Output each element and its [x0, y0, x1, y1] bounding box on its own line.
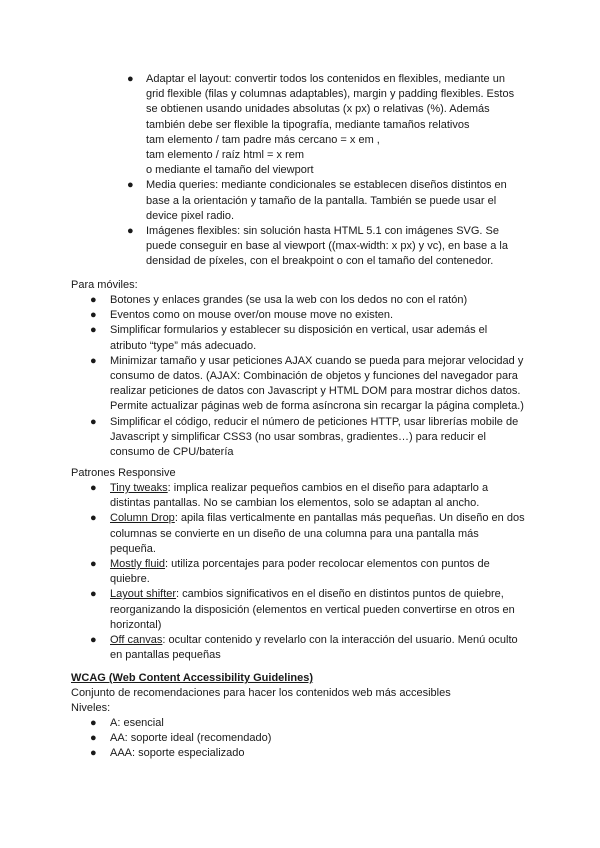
list-item	[90, 481, 540, 511]
list-item	[90, 323, 540, 353]
bullet-icon: ●	[90, 415, 97, 428]
bullet-icon: ●	[127, 179, 134, 192]
bullet-icon: ●	[90, 732, 97, 745]
pattern-term: Mostly fluid	[110, 558, 166, 571]
text-line: base a la orientación y tamaño de la pantalla. También se puede usar el	[146, 194, 497, 207]
text-line: puede conseguir en base al viewport ((max-width: x px) y vc), en base a la	[146, 240, 508, 253]
bullet-icon: ●	[127, 73, 134, 85]
wcag-levels-label: Niveles:	[71, 702, 111, 714]
bullet-icon: ●	[90, 634, 97, 647]
list-item	[90, 716, 540, 731]
text-line: consumo de CPU/batería	[110, 446, 234, 459]
text-line: : utiliza porcentajes para poder recolocar elementos con puntos de	[165, 558, 490, 571]
bullet-icon: ●	[90, 588, 97, 601]
bullet-icon: ●	[90, 482, 97, 494]
list-item	[90, 415, 540, 461]
text-line: Simplificar formularios y establecer su disposición en vertical, usar además el	[110, 324, 488, 337]
text-line: Adaptar el layout: convertir todos los contenidos en flexibles, mediante un	[146, 73, 505, 85]
text-line: AAA: soporte especializado	[110, 747, 245, 760]
text-line: : ocultar contenido y revelarlo con la interacción del usuario. Menú oculto	[162, 634, 518, 647]
text-line: tam elemento / tam padre más cercano = x em ,	[146, 133, 380, 146]
text-line: Simplificar el código, reducir el número de peticiones HTTP, usar librerías mobile de	[110, 415, 519, 428]
list-item	[90, 587, 540, 633]
list-item	[90, 557, 540, 587]
bullet-icon: ●	[90, 309, 97, 322]
pattern-term: Column Drop	[110, 512, 175, 525]
layout-techniques-list	[126, 72, 526, 270]
text-line: en pantallas pequeñas	[110, 649, 221, 662]
text-line: : cambios significativos en el diseño en distintos puntos de quiebre,	[176, 588, 504, 601]
text-line: Media queries: mediante condicionales se establecen diseños distintos en	[146, 179, 507, 192]
list-item	[126, 224, 526, 270]
text-line: densidad de píxeles, con el breakpoint o con el tamaño del contenedor.	[146, 255, 494, 268]
list-item	[90, 354, 540, 415]
text-line: atributo “type” más adecuado.	[110, 339, 257, 352]
bullet-icon: ●	[90, 512, 97, 525]
text-line: Minimizar tamaño y usar peticiones AJAX cuando se pueda para mejorar velocidad y	[110, 354, 524, 367]
text-line: horizontal)	[110, 618, 162, 631]
text-line: Eventos como on mouse over/on mouse move no existen.	[110, 309, 394, 322]
text-line: columnas se convierte en un diseño de una columna para una pantalla más	[110, 527, 479, 540]
list-item	[90, 511, 540, 557]
moviles-heading: Para móviles:	[71, 279, 138, 291]
wcag-description: Conjunto de recomendaciones para hacer los contenidos web más accesibles	[71, 687, 451, 699]
text-line: también debe ser flexible la tipografía, mediante tamaños relativos	[146, 118, 470, 131]
bullet-icon: ●	[90, 324, 97, 337]
patrones-list	[90, 481, 540, 663]
text-line: Javascript y simplificar CSS3 (no usar sombras, gradientes…) para reducir el	[110, 430, 486, 443]
list-item	[126, 72, 526, 178]
bullet-icon: ●	[90, 747, 97, 760]
list-item	[90, 746, 540, 761]
bullet-icon: ●	[90, 717, 97, 729]
list-item	[90, 293, 540, 308]
bullet-icon: ●	[90, 354, 97, 367]
pattern-term: Layout shifter	[110, 588, 177, 601]
text-line: o mediante el tamaño del viewport	[146, 164, 314, 177]
text-line: tam elemento / raíz html = x rem	[146, 149, 305, 162]
list-item	[90, 731, 540, 746]
text-line: AA: soporte ideal (recomendado)	[110, 732, 272, 745]
pattern-term: Off canvas	[110, 634, 163, 647]
text-line: Permite actualizar páginas web de forma asíncrona sin recargar la página completa.)	[110, 400, 524, 413]
moviles-list	[90, 293, 540, 460]
text-line: grid flexible (filas y columnas adaptables), margin y padding flexibles. Estos	[146, 88, 515, 101]
patrones-heading: Patrones Responsive	[71, 467, 176, 479]
wcag-levels-list	[90, 716, 540, 762]
text-line: realizar peticiones de datos con Javascript y HTML DOM para mostrar dichos datos.	[110, 385, 521, 398]
text-line: quiebre.	[110, 573, 150, 586]
text-line: Botones y enlaces grandes (se usa la web con los dedos no con el ratón)	[110, 294, 468, 306]
pattern-term: Tiny tweaks	[110, 482, 168, 494]
text-line: reorganizando la disposición (elementos en vertical pueden convertirse en otros en	[110, 603, 515, 616]
text-line: A: esencial	[110, 717, 164, 729]
text-line: consumo de datos. (AJAX: Combinación de objetos y funciones del navegador para	[110, 370, 518, 383]
text-line: : implica realizar pequeños cambios en el diseño para adaptarlo a	[167, 482, 489, 494]
text-line: : apila filas verticalmente en pantallas más pequeñas. Un diseño en dos	[174, 512, 525, 525]
text-line: device pixel radio.	[146, 209, 235, 222]
text-line: se obtienen usando unidades absolutas (x px) o relativas (%). Además	[146, 103, 490, 116]
bullet-icon: ●	[90, 558, 97, 571]
wcag-heading: WCAG (Web Content Accessibility Guidelines)	[71, 672, 314, 684]
text-line: distintas pantallas. No se cambian los elementos, solo se adaptan al ancho.	[110, 497, 480, 510]
text-line: pequeña.	[110, 542, 156, 555]
bullet-icon: ●	[127, 225, 134, 238]
bullet-icon: ●	[90, 294, 97, 306]
list-item	[126, 178, 526, 224]
text-line: Imágenes flexibles: sin solución hasta HTML 5.1 con imágenes SVG. Se	[146, 225, 499, 238]
list-item	[90, 308, 540, 323]
list-item	[90, 633, 540, 663]
